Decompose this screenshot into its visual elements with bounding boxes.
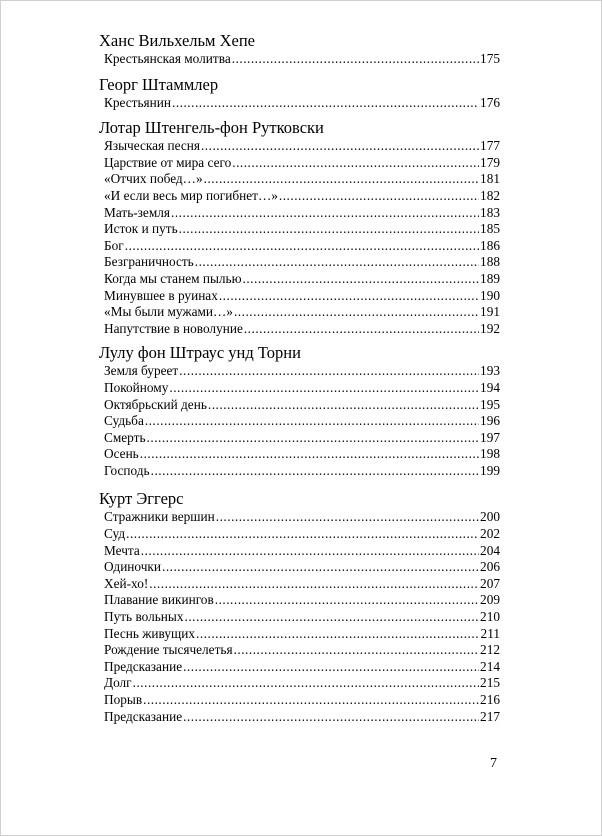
toc-entry-page: 199 <box>480 462 500 478</box>
toc-entry <box>104 288 500 305</box>
toc-entry-page: 188 <box>480 254 500 270</box>
toc-entry-page: 186 <box>480 237 500 253</box>
toc-entry <box>104 592 500 609</box>
toc-entry-list <box>104 95 500 112</box>
toc-entry-title: Суд <box>104 526 126 542</box>
toc-entry <box>104 413 500 430</box>
toc-section <box>99 489 500 725</box>
dot-leader <box>244 321 479 338</box>
toc-entry <box>104 188 500 205</box>
toc-entry-title: Осень <box>104 446 139 462</box>
toc-entry-page: 212 <box>480 642 500 658</box>
toc-entry-title: Октябрьский день <box>104 396 207 412</box>
toc-entry <box>104 205 500 222</box>
toc-entry-title: Судьба <box>104 413 144 429</box>
dot-leader <box>183 709 479 726</box>
toc-entry-list <box>104 51 500 68</box>
toc-entry-title: Когда мы станем пылью <box>104 270 242 286</box>
dot-leader <box>196 626 480 643</box>
toc-entry <box>104 254 500 271</box>
toc-entry <box>104 304 500 321</box>
dot-leader <box>201 138 479 155</box>
dot-leader <box>141 543 479 560</box>
toc-entry-list <box>104 138 500 337</box>
toc-entry <box>104 397 500 414</box>
toc-entry <box>104 675 500 692</box>
toc-entry-title: Одиночки <box>104 559 161 575</box>
toc-entry-page: 217 <box>480 708 500 724</box>
section-author-heading: Лулу фон Штраус унд Торни <box>99 343 301 363</box>
toc-entry <box>104 609 500 626</box>
toc-entry-page: 177 <box>480 138 500 154</box>
toc-entry-page: 181 <box>480 171 500 187</box>
toc-entry <box>104 509 500 526</box>
toc-entry <box>104 171 500 188</box>
toc-entry <box>104 321 500 338</box>
dot-leader <box>179 221 479 238</box>
toc-section <box>99 118 500 337</box>
dot-leader <box>234 304 479 321</box>
dot-leader <box>125 238 479 255</box>
toc-entry-title: Напутствие в новолуние <box>104 320 243 336</box>
dot-leader <box>143 692 479 709</box>
dot-leader <box>147 430 480 447</box>
section-spacer <box>99 111 500 118</box>
toc-entry-page: 200 <box>480 509 500 525</box>
dot-leader <box>208 397 479 414</box>
toc-entry-page: 185 <box>480 221 500 237</box>
toc-entry-title: Хей-хо! <box>104 575 149 591</box>
toc-section <box>99 343 500 479</box>
toc-section <box>99 75 500 112</box>
toc-entry-page: 209 <box>480 592 500 608</box>
toc-entry-title: Мечта <box>104 542 140 558</box>
toc-entry <box>104 138 500 155</box>
toc-entry-title: «Отчих побед…» <box>104 171 203 187</box>
toc-entry-page: 214 <box>480 658 500 674</box>
toc-entry-page: 191 <box>480 304 500 320</box>
toc-entry-page: 211 <box>480 625 500 641</box>
toc-entry-title: Земля буреет <box>104 363 179 379</box>
toc-entry-title: Предсказание <box>104 708 183 724</box>
toc-entry-title: Исток и путь <box>104 221 178 237</box>
toc-entry-page: 195 <box>480 396 500 412</box>
toc-entry <box>104 692 500 709</box>
toc-entry-page: 192 <box>480 320 500 336</box>
dot-leader <box>243 271 480 288</box>
toc-entry-title: Господь <box>104 462 150 478</box>
toc-entry-page: 202 <box>480 526 500 542</box>
toc-entry-page: 197 <box>480 429 500 445</box>
toc-entry-title: Покойному <box>104 379 169 395</box>
toc-entry <box>104 463 500 480</box>
dot-leader <box>279 188 479 205</box>
toc-entry-title: Путь вольных <box>104 609 184 625</box>
toc-entry <box>104 155 500 172</box>
page-number: 7 <box>490 756 497 771</box>
toc-entry <box>104 626 500 643</box>
toc-entry-page: 215 <box>480 675 500 691</box>
toc-entry-page: 182 <box>480 187 500 203</box>
toc-entry-page: 210 <box>480 609 500 625</box>
dot-leader <box>179 363 479 380</box>
toc-entry-page: 206 <box>480 559 500 575</box>
toc-entry-title: Минувшее в руинах <box>104 287 218 303</box>
toc-entry <box>104 526 500 543</box>
dot-leader <box>145 413 479 430</box>
dot-leader <box>162 559 479 576</box>
toc-entry <box>104 95 500 112</box>
toc-entry <box>104 659 500 676</box>
toc-entry <box>104 543 500 560</box>
dot-leader <box>215 592 479 609</box>
toc-entry-page: 183 <box>480 204 500 220</box>
table-of-contents <box>99 31 500 725</box>
toc-entry-title: Бог <box>104 237 124 253</box>
dot-leader <box>216 509 479 526</box>
toc-entry-title: Мать-земля <box>104 204 171 220</box>
dot-leader <box>234 642 479 659</box>
toc-entry <box>104 51 500 68</box>
toc-entry <box>104 446 500 463</box>
section-author-heading: Георг Штаммлер <box>99 74 219 94</box>
dot-leader <box>183 659 479 676</box>
toc-entry <box>104 271 500 288</box>
section-author-heading: Курт Эггерс <box>99 489 184 509</box>
toc-entry-title: Языческая песня <box>104 138 200 154</box>
toc-entry-page: 193 <box>480 363 500 379</box>
toc-entry <box>104 221 500 238</box>
toc-entry-title: Царствие от мира сего <box>104 154 232 170</box>
toc-entry-page: 198 <box>480 446 500 462</box>
toc-entry-page: 207 <box>480 575 500 591</box>
toc-entry <box>104 430 500 447</box>
toc-entry-title: Безграничность <box>104 254 194 270</box>
dot-leader <box>169 380 479 397</box>
toc-entry <box>104 709 500 726</box>
toc-entry-page: 194 <box>480 379 500 395</box>
toc-entry-title: Плавание викингов <box>104 592 214 608</box>
toc-entry-title: Крестьянская молитва <box>104 51 231 66</box>
dot-leader <box>149 576 479 593</box>
dot-leader <box>151 463 479 480</box>
section-author-heading: Лотар Штенгель-фон Рутковски <box>99 118 324 138</box>
toc-entry <box>104 380 500 397</box>
dot-leader <box>204 171 479 188</box>
dot-leader <box>171 205 479 222</box>
toc-entry-title: Предсказание <box>104 658 183 674</box>
toc-entry <box>104 363 500 380</box>
toc-entry-page: 179 <box>480 154 500 170</box>
page-border-top <box>0 0 602 1</box>
toc-entry <box>104 642 500 659</box>
dot-leader <box>232 51 479 68</box>
dot-leader <box>232 155 479 172</box>
toc-entry-page: 190 <box>480 287 500 303</box>
toc-entry-page: 175 <box>480 51 500 66</box>
toc-entry-page: 204 <box>480 542 500 558</box>
toc-entry-title: Рождение тысячелетья <box>104 642 233 658</box>
toc-entry-title: Порыв <box>104 692 143 707</box>
toc-entry-page: 216 <box>480 692 500 707</box>
dot-leader <box>219 288 479 305</box>
page-border-left <box>0 0 1 836</box>
toc-entry-list <box>104 363 500 479</box>
dot-leader <box>140 446 479 463</box>
toc-entry-page: 189 <box>480 270 500 286</box>
toc-entry-title: Песнь живущих <box>104 625 196 641</box>
dot-leader <box>133 675 479 692</box>
dot-leader <box>172 95 479 112</box>
section-author-heading: Ханс Вильхельм Хепе <box>99 31 255 50</box>
dot-leader <box>126 526 479 543</box>
toc-entry-page: 176 <box>480 94 500 110</box>
section-spacer <box>99 479 500 489</box>
toc-entry-title: «Мы были мужами…» <box>104 304 233 320</box>
toc-entry-title: Стражники вершин <box>104 509 215 525</box>
toc-entry <box>104 559 500 576</box>
toc-entry-list <box>104 509 500 725</box>
dot-leader <box>185 609 480 626</box>
toc-entry-title: Смерть <box>104 429 146 445</box>
toc-entry <box>104 576 500 593</box>
toc-entry-title: «И если весь мир погибнет…» <box>104 187 278 203</box>
toc-entry <box>104 238 500 255</box>
toc-entry-title: Долг <box>104 675 132 691</box>
toc-section <box>99 31 500 68</box>
dot-leader <box>195 254 479 271</box>
section-spacer <box>99 68 500 75</box>
toc-entry-title: Крестьянин <box>104 94 171 110</box>
toc-entry-page: 196 <box>480 413 500 429</box>
